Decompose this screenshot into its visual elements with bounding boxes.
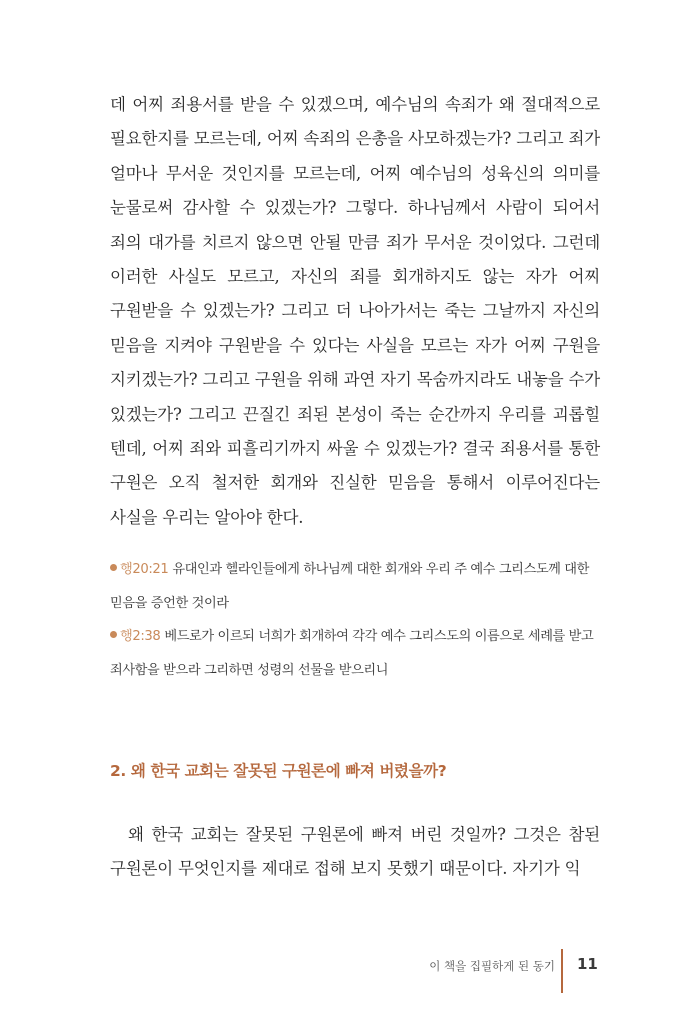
verse-reference: 행2:38 — [120, 629, 161, 644]
bullet-dot-icon — [110, 631, 117, 638]
section-body-text — [110, 818, 600, 887]
footer-divider — [561, 949, 563, 993]
bullet-dot-icon — [110, 564, 117, 571]
verse-reference: 행20:21 — [120, 562, 169, 577]
verse-text: 베드로가 이르되 너희가 회개하여 각각 예수 그리스도의 이름으로 세례를 받고 죄사함을 받으라 그리하면 성령의 선물을 받으리니 — [110, 629, 594, 678]
section-heading: 2. 왜 한국 교회는 잘못된 구원론에 빠져 버렸을까? — [110, 762, 447, 780]
paragraph: 데 어찌 죄용서를 받을 수 있겠으며, 예수님의 속죄가 왜 절대적으로 필요한지를 모르는데, 어찌 속죄의 은총을 사모하겠는가? 그리고 죄가 얼마나 무서운 것인지를 모르는데, 어찌 예수님의 성육신의 의미를 눈물로써 감사할 수 있겠는가? 그렇다. 하나님께서 사람이 되어서 죄의 대가를 치르지 않으면 안될 만큼 죄가 무서운 것이었다. 그런데 이러한 사실도 모르고, 자신의 죄를 회개하지도 않는 자가 어찌 구원받을 수 있겠는가? 그리고 더 나아가서는 죽는 그날까지 자신의 믿음을 지켜야 구원받을 수 있다는 사실을 모르는 자가 어찌 구원을 지키겠는가? 그리고 구원을 위해 과연 자기 목숨까지라도 내놓을 수가 있겠는가? 그리고 끈질긴 죄된 본성이 죽는 순간까지 우리를 괴롭힐 텐데, 어찌 죄와 피흘리기까지 싸울 수 있겠는가? 결국 죄용서를 통한 구원은 오직 철저한 회개와 진실한 믿음을 통해서 이루어진다는 사실을 우리는 알아야 한다. — [110, 95, 600, 527]
body-text-block — [110, 88, 600, 535]
paragraph: 왜 한국 교회는 잘못된 구원론에 빠져 버린 것일까? 그것은 참된 구원론이 무엇인지를 제대로 접해 보지 못했기 때문이다. 자기가 익 — [110, 825, 600, 879]
verse-item — [110, 620, 610, 687]
verse-item — [110, 553, 610, 620]
running-footer-title: 이 책을 집필하게 된 동기 — [429, 959, 555, 973]
verse-list — [110, 553, 610, 687]
verse-text: 유대인과 헬라인들에게 하나님께 대한 회개와 우리 주 예수 그리스도께 대한 믿음을 증언한 것이라 — [110, 562, 589, 611]
page-number: 11 — [577, 955, 598, 973]
